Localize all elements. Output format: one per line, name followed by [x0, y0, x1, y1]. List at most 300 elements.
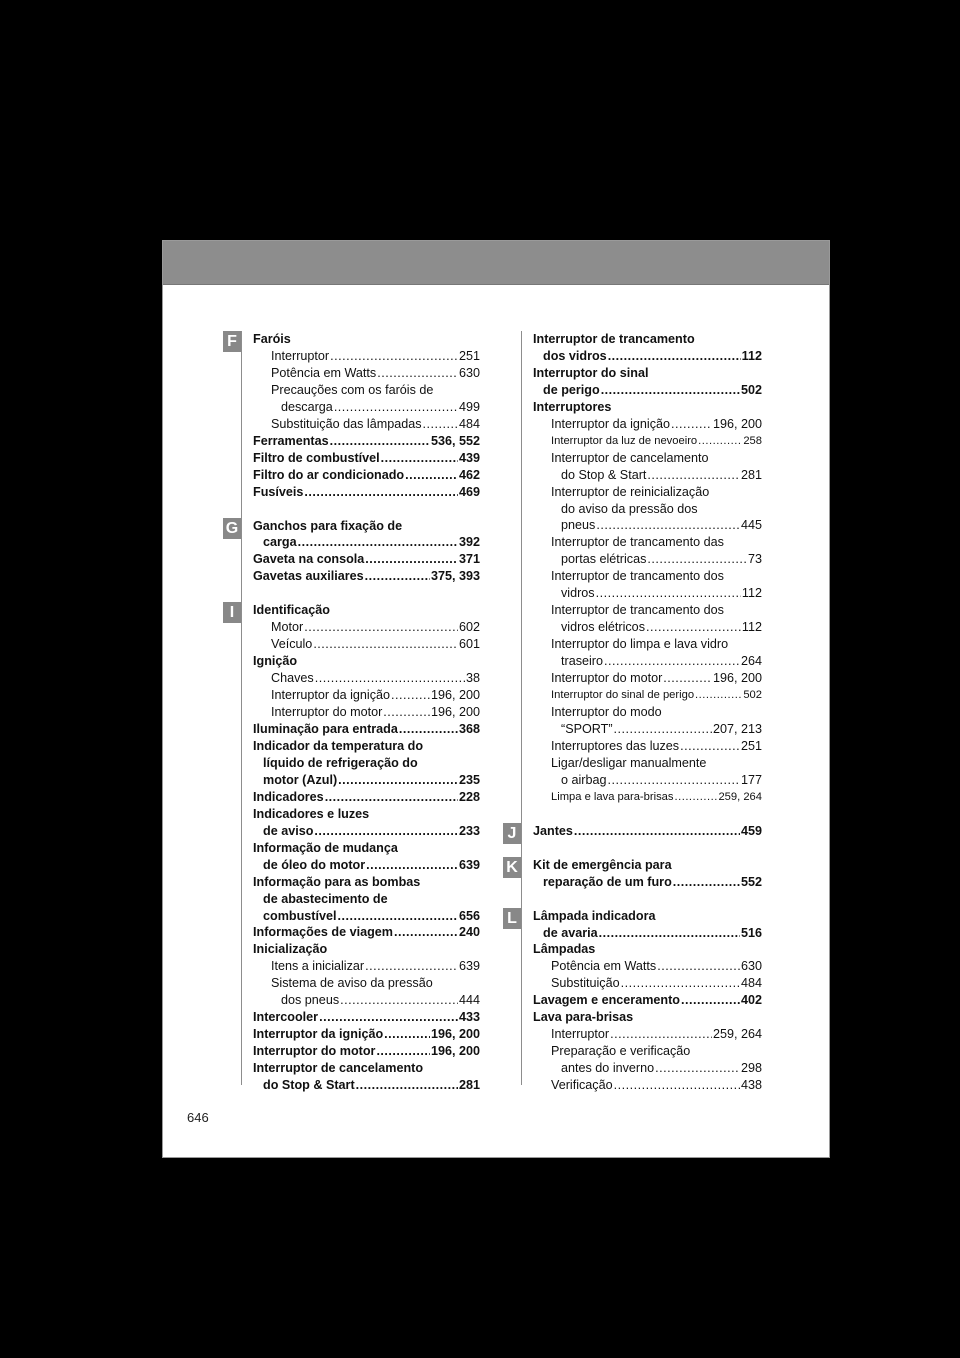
- leader-dots: [381, 450, 458, 467]
- index-subentry: [242, 670, 480, 687]
- entry-page-ref: 368: [458, 722, 480, 737]
- index-subentry: [242, 416, 480, 433]
- entry-page-ref: 298: [740, 1061, 762, 1076]
- entry-line: [271, 416, 480, 433]
- index-entry: [522, 331, 762, 365]
- index-entry: [522, 857, 762, 891]
- entry-text: Interruptor de cancelamento: [253, 1061, 424, 1076]
- leader-dots: [614, 721, 712, 738]
- entry-page-ref: 112: [741, 620, 762, 635]
- entry-text: do Stop & Start: [263, 1078, 355, 1093]
- entry-line: [253, 874, 480, 891]
- index-entry: [522, 823, 762, 840]
- entry-text: Fusíveis: [253, 484, 304, 499]
- index-subentry: [522, 958, 762, 975]
- index-entry: [522, 992, 762, 1009]
- leader-dots: [334, 399, 458, 416]
- leader-dots: [340, 992, 458, 1009]
- entry-line: [253, 772, 480, 789]
- leader-dots: [384, 1026, 430, 1043]
- entry-line: [533, 382, 762, 399]
- index-entry: [242, 1026, 480, 1043]
- index-entry: [242, 924, 480, 941]
- leader-dots: [610, 1026, 712, 1043]
- entry-line: [551, 450, 762, 467]
- entry-line: [551, 416, 762, 433]
- index-entry: [522, 399, 762, 416]
- index-subentry: [522, 433, 762, 450]
- entry-page-ref: 259, 264: [712, 1027, 762, 1042]
- entry-text: Ganchos para fixação de: [253, 518, 403, 533]
- entry-page-ref: 196, 200: [430, 1044, 480, 1059]
- entry-page-ref: 196, 200: [430, 705, 480, 720]
- entry-text: dos pneus: [281, 993, 340, 1008]
- index-subentry: [522, 602, 762, 636]
- entry-line: [551, 738, 762, 755]
- index-subentry: [242, 365, 480, 382]
- index-section-l: [507, 908, 762, 1094]
- entry-line: [253, 908, 480, 925]
- entry-line: [253, 433, 480, 450]
- entry-line: [533, 992, 762, 1009]
- entry-text: Interruptor de trancamento: [533, 332, 695, 346]
- entry-page-ref: 392: [458, 535, 480, 550]
- entry-line: [271, 992, 480, 1009]
- entry-text: do Stop & Start: [561, 467, 647, 482]
- entry-page-ref: 536, 552: [430, 433, 480, 448]
- entry-page-ref: 375, 393: [430, 569, 480, 584]
- entry-line: [551, 1077, 762, 1094]
- entry-text: portas elétricas: [561, 552, 647, 567]
- entry-page-ref: 639: [458, 857, 480, 872]
- entry-page-ref: 258: [743, 434, 762, 447]
- entry-text: Iluminação para entrada: [253, 722, 398, 737]
- entry-page-ref: 73: [747, 552, 762, 567]
- entry-line: [551, 789, 762, 806]
- leader-dots: [647, 467, 740, 484]
- index-entry: [242, 568, 480, 585]
- entry-line: [271, 670, 480, 687]
- index-subentry: [522, 568, 762, 602]
- entry-text: Kit de emergência para: [533, 857, 672, 872]
- entry-text: de avaria: [543, 925, 598, 940]
- entry-text: Precauções com os faróis de: [271, 382, 434, 397]
- index-entry: [242, 1060, 480, 1094]
- index-subentry: [242, 704, 480, 721]
- section-gap: [242, 501, 480, 518]
- index-entry: [242, 1043, 480, 1060]
- index-section-i: [229, 602, 480, 1094]
- entry-text: Preparação e verificação: [551, 1044, 691, 1059]
- entry-text: Interruptor: [551, 1027, 610, 1042]
- leader-dots: [423, 416, 458, 433]
- entry-page-ref: 402: [740, 993, 762, 1008]
- leader-dots: [383, 704, 430, 721]
- entry-page-ref: 444: [458, 993, 480, 1008]
- entry-line: [551, 517, 762, 534]
- entry-text: Interruptor de trancamento dos: [551, 569, 724, 584]
- entry-line: [551, 484, 762, 501]
- entry-text: de perigo: [543, 382, 600, 397]
- leader-dots: [394, 924, 458, 941]
- entry-line: [551, 534, 762, 551]
- index-entry: [242, 551, 480, 568]
- entry-text: Chaves: [271, 671, 314, 686]
- entry-text: vidros: [561, 586, 595, 601]
- entry-line: [253, 806, 480, 823]
- index-subentry: [522, 975, 762, 992]
- section-letter-badge: G: [223, 518, 241, 539]
- leader-dots: [608, 772, 740, 789]
- leader-dots: [304, 619, 458, 636]
- entry-line: [551, 551, 762, 568]
- entry-line: [551, 602, 762, 619]
- index-subentry: [522, 687, 762, 704]
- index-subentry: [242, 382, 480, 416]
- entry-text: Verificação: [551, 1078, 613, 1093]
- entry-page-ref: 484: [458, 416, 480, 431]
- entry-line: [551, 704, 762, 721]
- index-subentry: [522, 484, 762, 535]
- entry-line: [551, 958, 762, 975]
- entry-text: Indicadores: [253, 789, 324, 804]
- entry-line: [253, 941, 480, 958]
- entry-text: Informação para as bombas: [253, 874, 421, 889]
- section-letter-badge: F: [223, 331, 241, 352]
- entry-line: [253, 823, 480, 840]
- entry-text: Lavagem e enceramento: [533, 993, 680, 1008]
- index-column-left: [225, 331, 480, 1093]
- entry-page-ref: 196, 200: [430, 1027, 480, 1042]
- entry-line: [253, 568, 480, 585]
- entry-text: reparação de um furo: [543, 874, 672, 889]
- leader-dots: [366, 857, 458, 874]
- entry-text: “SPORT”: [561, 721, 613, 736]
- leader-dots: [596, 517, 740, 534]
- entry-line: [253, 534, 480, 551]
- entry-line: [271, 619, 480, 636]
- leader-dots: [574, 823, 740, 840]
- entry-page-ref: 235: [458, 772, 480, 787]
- entry-page-ref: 112: [741, 348, 762, 363]
- leader-dots: [399, 721, 458, 738]
- entry-text: Interruptor do motor: [271, 705, 383, 720]
- entry-line: [533, 365, 762, 382]
- index-entry: [242, 518, 480, 552]
- leader-dots: [599, 925, 740, 942]
- index-subentry: [522, 416, 762, 433]
- entry-line: [253, 602, 480, 619]
- index-entry: [522, 941, 762, 958]
- entry-page-ref: 516: [740, 925, 762, 940]
- entry-text: Faróis: [253, 332, 291, 346]
- entry-line: [253, 1026, 480, 1043]
- entry-page-ref: 630: [458, 365, 480, 380]
- index-subentry: [242, 619, 480, 636]
- index-entry: [242, 433, 480, 450]
- entry-line: [253, 738, 480, 755]
- entry-line: [551, 721, 762, 738]
- index-subentry: [522, 534, 762, 568]
- index-subentry: [522, 636, 762, 670]
- entry-text: Ferramentas: [253, 433, 329, 448]
- index-subentry: [522, 1043, 762, 1077]
- leader-dots: [376, 1043, 430, 1060]
- entry-text: Limpa e lava para-brisas: [551, 790, 674, 803]
- entry-page-ref: 630: [740, 959, 762, 974]
- entry-text: antes do inverno: [561, 1061, 655, 1076]
- index-section-k: [506, 857, 762, 891]
- entry-page-ref: 656: [458, 908, 480, 923]
- leader-dots: [405, 467, 458, 484]
- entry-line: [253, 450, 480, 467]
- section-letter-badge: L: [503, 908, 521, 929]
- entry-text: Interruptores: [533, 399, 612, 414]
- leader-dots: [298, 534, 458, 551]
- manual-page: [162, 240, 830, 1158]
- entry-line: [253, 1043, 480, 1060]
- section-gap: [242, 585, 480, 602]
- entry-line: [551, 585, 762, 602]
- entry-page-ref: 251: [740, 738, 762, 753]
- entry-line: [533, 941, 762, 958]
- leader-dots: [337, 908, 458, 925]
- entry-line: [253, 1009, 480, 1026]
- entry-text: Interruptor: [271, 348, 330, 363]
- entry-line: [271, 348, 480, 365]
- entry-text: Informação de mudança: [253, 840, 398, 855]
- entry-text: vidros elétricos: [561, 620, 645, 635]
- entry-text: combustível: [263, 908, 337, 923]
- entry-page-ref: 502: [743, 689, 762, 702]
- leader-dots: [657, 958, 740, 975]
- entry-text: motor (Azul): [263, 772, 338, 787]
- index-subentry: [242, 687, 480, 704]
- section-gap: [522, 806, 762, 823]
- entry-line: [271, 636, 480, 653]
- leader-dots: [671, 416, 712, 433]
- leader-dots: [356, 1077, 458, 1094]
- entry-text: Interruptor da ignição: [271, 688, 391, 703]
- index-entry: [242, 1009, 480, 1026]
- index-subentry: [242, 348, 480, 365]
- entry-text: traseiro: [561, 654, 603, 669]
- entry-page-ref: 462: [458, 467, 480, 482]
- entry-text: Informações de viagem: [253, 925, 393, 940]
- entry-text: Interruptor da ignição: [253, 1027, 384, 1042]
- entry-line: [533, 348, 762, 365]
- entry-text: Filtro do ar condicionado: [253, 467, 405, 482]
- entry-page-ref: 484: [740, 976, 762, 991]
- index-subentry: [242, 636, 480, 653]
- entry-text: Interruptor de reinicialização: [551, 484, 710, 499]
- entry-line: [533, 857, 762, 874]
- leader-dots: [681, 992, 740, 1009]
- leader-dots: [365, 568, 430, 585]
- entry-line: [551, 772, 762, 789]
- entry-line: [533, 925, 762, 942]
- entry-page-ref: 459: [740, 823, 762, 838]
- leader-dots: [325, 789, 458, 806]
- index-entry: [242, 450, 480, 467]
- index-section-f: [227, 331, 480, 501]
- entry-text: Gavetas auxiliares: [253, 569, 364, 584]
- entry-page-ref: 196, 200: [712, 416, 762, 431]
- leader-dots: [314, 823, 458, 840]
- index-entry: [242, 331, 480, 348]
- index-subentry: [522, 670, 762, 687]
- entry-line: [533, 874, 762, 891]
- entry-line: [253, 467, 480, 484]
- entry-page-ref: 433: [458, 1010, 480, 1025]
- entry-text: de aviso: [263, 823, 314, 838]
- entry-page-ref: 639: [458, 959, 480, 974]
- entry-line: [271, 382, 480, 399]
- index-entry: [242, 874, 480, 925]
- entry-page-ref: 177: [740, 772, 762, 787]
- index-entry: [522, 908, 762, 942]
- entry-text: Interruptor de trancamento das: [551, 535, 724, 550]
- entry-page-ref: 259, 264: [718, 790, 762, 803]
- entry-line: [253, 653, 480, 670]
- entry-line: [551, 433, 762, 450]
- entry-line: [551, 467, 762, 484]
- index-entry: [242, 840, 480, 874]
- entry-text: Identificação: [253, 603, 330, 618]
- entry-line: [253, 840, 480, 857]
- leader-dots: [365, 551, 458, 568]
- entry-page-ref: 445: [740, 518, 762, 533]
- entry-line: [551, 653, 762, 670]
- entry-text: Interruptor do sinal de perigo: [551, 689, 695, 702]
- entry-line: [551, 1043, 762, 1060]
- entry-page-ref: 281: [458, 1078, 480, 1093]
- entry-line: [551, 568, 762, 585]
- entry-page-ref: 112: [741, 586, 762, 601]
- entry-line: [271, 975, 480, 992]
- entry-text: carga: [263, 535, 297, 550]
- entry-text: Interruptor da luz de nevoeiro: [551, 434, 698, 447]
- entry-page-ref: 228: [458, 789, 480, 804]
- entry-page-ref: 371: [458, 552, 480, 567]
- entry-text: Itens a inicializar: [271, 959, 365, 974]
- entry-text: Interruptor do sinal: [533, 365, 649, 380]
- entry-text: Indicadores e luzes: [253, 806, 370, 821]
- section-letter-badge: K: [503, 857, 521, 878]
- entry-text: Filtro de combustível: [253, 450, 380, 465]
- entry-line: [253, 857, 480, 874]
- entry-line: [551, 619, 762, 636]
- entry-text: Ligar/desligar manualmente: [551, 755, 707, 770]
- entry-line: [533, 331, 762, 348]
- entry-text: Motor: [271, 620, 304, 635]
- entry-page-ref: 240: [458, 925, 480, 940]
- entry-text: do aviso da pressão dos: [561, 501, 698, 516]
- index-subentry: [242, 958, 480, 975]
- entry-text: Interruptor do modo: [551, 704, 662, 719]
- entry-line: [253, 891, 480, 908]
- index-entry: [242, 602, 480, 619]
- entry-line: [253, 484, 480, 501]
- entry-text: dos vidros: [543, 348, 607, 363]
- entry-text: Interruptor do motor: [551, 671, 663, 686]
- entry-line: [253, 755, 480, 772]
- index-section-continued: [522, 331, 762, 806]
- index-subentry: [522, 450, 762, 484]
- section-letter-badge: I: [223, 602, 241, 623]
- leader-dots: [330, 433, 430, 450]
- entry-text: Jantes: [533, 823, 573, 838]
- index-entry: [242, 467, 480, 484]
- entry-text: Lava para-brisas: [533, 1010, 634, 1025]
- index-subentry: [522, 1026, 762, 1043]
- entry-line: [271, 958, 480, 975]
- leader-dots: [646, 619, 741, 636]
- index-entry: [522, 1009, 762, 1026]
- entry-line: [271, 365, 480, 382]
- entry-text: descarga: [281, 399, 333, 414]
- leader-dots: [365, 958, 458, 975]
- leader-dots: [663, 670, 712, 687]
- entry-line: [551, 501, 762, 518]
- entry-text: de abastecimento de: [263, 891, 388, 906]
- index-entry: [242, 484, 480, 501]
- leader-dots: [596, 585, 741, 602]
- entry-text: Inicialização: [253, 942, 328, 957]
- leader-dots: [673, 874, 740, 891]
- entry-text: Gaveta na consola: [253, 552, 365, 567]
- entry-text: líquido de refrigeração do: [263, 755, 418, 770]
- index-section-j: [507, 823, 762, 842]
- entry-text: Veículo: [271, 637, 313, 652]
- entry-text: Interruptor da ignição: [551, 416, 671, 431]
- section-gap: [522, 840, 762, 857]
- leader-dots: [698, 433, 742, 450]
- index-subentry: [242, 975, 480, 1009]
- index-entry: [242, 806, 480, 840]
- entry-text: Lâmpada indicadora: [533, 908, 656, 923]
- leader-dots: [304, 484, 458, 501]
- leader-dots: [338, 772, 458, 789]
- entry-line: [551, 687, 762, 704]
- entry-line: [253, 551, 480, 568]
- index-entry: [242, 653, 480, 670]
- entry-line: [253, 331, 480, 348]
- entry-text: de óleo do motor: [263, 857, 366, 872]
- entry-page-ref: 196, 200: [430, 688, 480, 703]
- entry-line: [253, 1060, 480, 1077]
- index-entry: [242, 789, 480, 806]
- leader-dots: [608, 348, 741, 365]
- index-subentry: [522, 738, 762, 755]
- entry-text: o airbag: [561, 772, 607, 787]
- leader-dots: [655, 1060, 740, 1077]
- leader-dots: [377, 365, 458, 382]
- leader-dots: [614, 1077, 740, 1094]
- index-subentry: [522, 1077, 762, 1094]
- entry-text: Substituição das lâmpadas: [271, 416, 422, 431]
- leader-dots: [621, 975, 740, 992]
- entry-line: [551, 755, 762, 772]
- leader-dots: [680, 738, 740, 755]
- entry-page-ref: 552: [740, 874, 762, 889]
- entry-text: Lâmpadas: [533, 942, 596, 957]
- entry-page-ref: 38: [465, 671, 480, 686]
- entry-line: [253, 518, 480, 535]
- index-entry: [242, 721, 480, 738]
- entry-line: [253, 789, 480, 806]
- entry-text: Interruptor do limpa e lava vidro: [551, 637, 729, 652]
